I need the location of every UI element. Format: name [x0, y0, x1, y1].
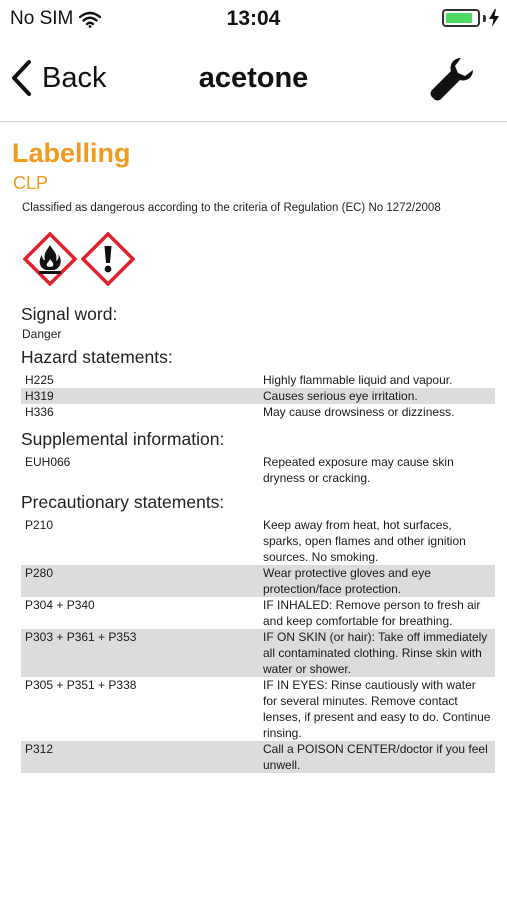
precaution-text: IF IN EYES: Rinse cautiously with water for several minutes. Remove contact lenses, if present and easy to do. Continue rinsing.	[263, 678, 491, 740]
back-label: Back	[42, 61, 107, 94]
hazard-statements-table	[21, 372, 495, 420]
hazard-code: H319	[25, 389, 54, 403]
precaution-text: Keep away from heat, hot surfaces, sparks, open flames and other ignition sources. No smoking.	[263, 518, 466, 564]
exclamation-pictogram-icon	[81, 232, 135, 286]
battery-fill	[446, 13, 472, 23]
supplemental-code: EUH066	[25, 455, 71, 469]
table-row	[21, 629, 495, 677]
precaution-text: IF ON SKIN (or hair): Take off immediately all contaminated clothing. Rinse skin with water or shower.	[263, 630, 488, 676]
navigation-bar	[0, 40, 507, 122]
clp-subtitle: CLP	[13, 173, 49, 193]
table-row	[21, 741, 495, 773]
table-row	[21, 388, 495, 404]
battery-tip	[483, 15, 486, 22]
precaution-code: P312	[25, 742, 54, 756]
carrier-label: No SIM	[10, 8, 74, 29]
signal-word-value: Danger	[22, 327, 62, 341]
precaution-code: P280	[25, 566, 54, 580]
table-row	[21, 372, 495, 388]
precautionary-table	[21, 517, 495, 773]
supplemental-heading: Supplemental information:	[21, 429, 225, 449]
precaution-code: P304 + P340	[25, 598, 95, 612]
battery-status	[442, 9, 499, 27]
supplemental-text: Repeated exposure may cause skin dryness or cracking.	[263, 455, 454, 485]
precaution-code: P303 + P361 + P353	[25, 630, 137, 644]
precaution-text: Wear protective gloves and eye protection/face protection.	[263, 566, 431, 596]
hazard-pictograms	[23, 232, 135, 286]
section-title: Labelling	[12, 138, 131, 168]
charging-bolt-icon	[489, 9, 499, 27]
supplemental-table	[21, 454, 495, 486]
hazard-code: H336	[25, 405, 54, 419]
battery-icon	[442, 9, 480, 27]
settings-button[interactable]	[427, 54, 477, 104]
precaution-code: P305 + P351 + P338	[25, 678, 137, 692]
status-bar	[0, 0, 507, 40]
classification-text: Classified as dangerous according to the criteria of Regulation (EC) No 1272/2008	[22, 202, 441, 214]
hazard-text: Causes serious eye irritation.	[263, 389, 418, 403]
flame-pictogram-icon	[23, 232, 77, 286]
precaution-text: Call a POISON CENTER/doctor if you feel unwell.	[263, 742, 488, 772]
hazard-statements-heading: Hazard statements:	[21, 347, 173, 367]
hazard-code: H225	[25, 373, 54, 387]
hazard-text: May cause drowsiness or dizziness.	[263, 405, 455, 419]
hazard-text: Highly flammable liquid and vapour.	[263, 373, 453, 387]
clock: 13:04	[226, 7, 281, 30]
table-row	[21, 517, 495, 565]
precaution-text: IF INHALED: Remove person to fresh air and keep comfortable for breathing.	[263, 598, 481, 628]
table-row	[21, 454, 495, 486]
table-row	[21, 404, 495, 420]
table-row	[21, 597, 495, 629]
signal-word-heading: Signal word:	[21, 304, 118, 324]
precautionary-heading: Precautionary statements:	[21, 492, 225, 512]
page-title: acetone	[198, 62, 309, 94]
table-row	[21, 565, 495, 597]
wrench-icon	[427, 54, 477, 104]
table-row	[21, 677, 495, 741]
precaution-code: P210	[25, 518, 54, 532]
